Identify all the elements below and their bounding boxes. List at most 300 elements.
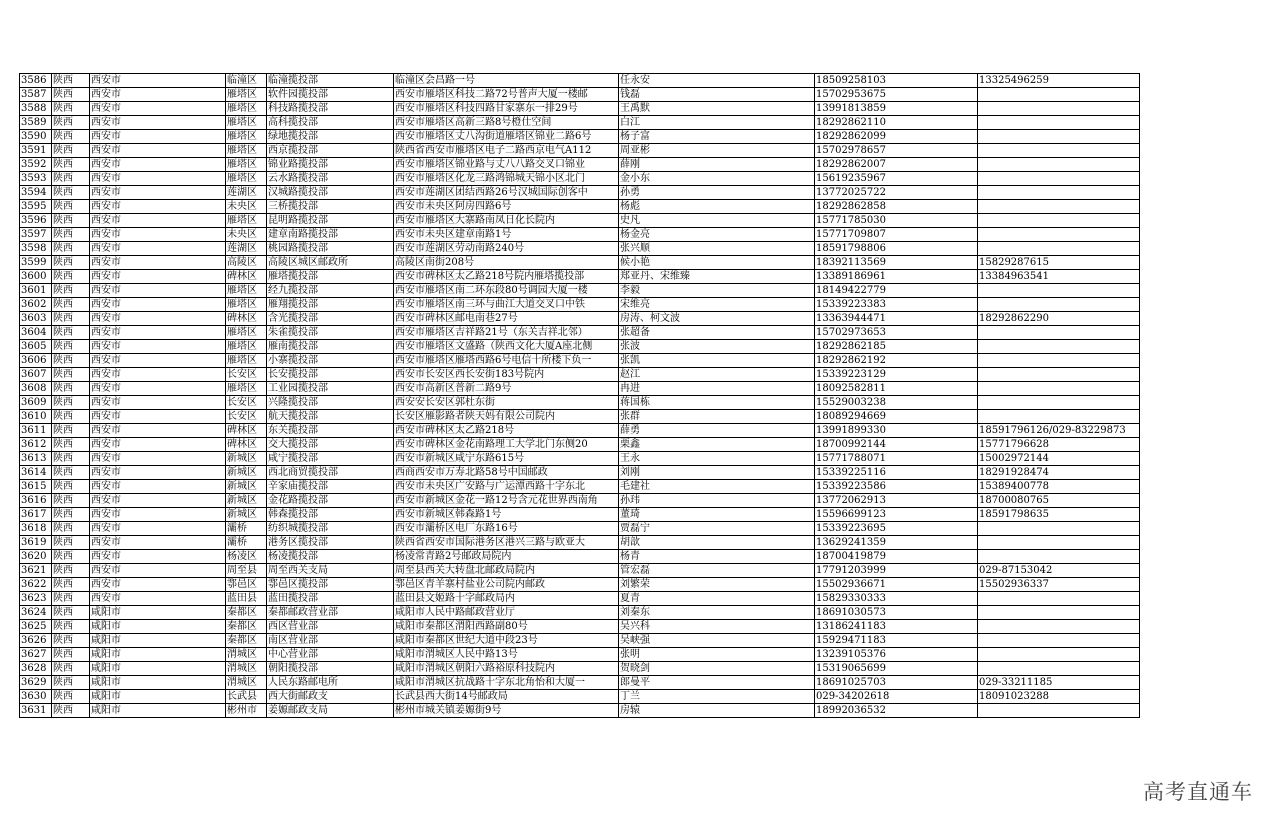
phone-cell: 18992036532 (815, 704, 978, 718)
office-name-cell: 港务区揽投部 (267, 536, 394, 550)
district-cell: 长安区 (226, 368, 267, 382)
address-cell: 西安市雁塔区化龙三路鸿锦城天锦小区北门 (394, 172, 619, 186)
row-number-cell: 3593 (20, 172, 52, 186)
address-cell: 西安市高新区普新二路9号 (394, 382, 619, 396)
phone-cell: 13991813859 (815, 102, 978, 116)
phone-cell: 15829330333 (815, 592, 978, 606)
address-cell: 长安区雁影路者陕天妈有限公司院内 (394, 410, 619, 424)
alt-phone-cell: 18292862290 (978, 312, 1140, 326)
province-cell: 陕西 (52, 424, 90, 438)
province-cell: 陕西 (52, 228, 90, 242)
address-cell: 西安市莲湖区劳动南路240号 (394, 242, 619, 256)
alt-phone-cell: 15389400778 (978, 480, 1140, 494)
office-name-cell: 汉城路揽投部 (267, 186, 394, 200)
contact-name-cell: 郑亚丹、宋维臻 (619, 270, 815, 284)
phone-cell: 15771709807 (815, 228, 978, 242)
address-cell: 西安市雁塔区科技二路72号普声大厦一楼邮 (394, 88, 619, 102)
contact-name-cell: 宋维亮 (619, 298, 815, 312)
contact-name-cell: 张超备 (619, 326, 815, 340)
office-name-cell: 东关揽投部 (267, 424, 394, 438)
address-cell: 西安市碑林区邮电南巷27号 (394, 312, 619, 326)
contact-name-cell: 王永 (619, 452, 815, 466)
address-cell: 西安市未央区建章南路1号 (394, 228, 619, 242)
address-cell: 咸阳市秦都区渭阳西路副80号 (394, 620, 619, 634)
table-row (20, 550, 1140, 564)
city-cell: 西安市 (90, 368, 226, 382)
phone-cell: 18292862110 (815, 116, 978, 130)
district-cell: 秦都区 (226, 606, 267, 620)
province-cell: 陕西 (52, 284, 90, 298)
contact-name-cell: 李毅 (619, 284, 815, 298)
alt-phone-cell: 13384963541 (978, 270, 1140, 284)
office-name-cell: 锦业路揽投部 (267, 158, 394, 172)
address-cell: 西安市未央区阿房四路6号 (394, 200, 619, 214)
office-name-cell: 昆明路揽投部 (267, 214, 394, 228)
province-cell: 陕西 (52, 214, 90, 228)
alt-phone-cell: 15002972144 (978, 452, 1140, 466)
row-number-cell: 3587 (20, 88, 52, 102)
phone-cell: 18149422779 (815, 284, 978, 298)
contact-name-cell: 薛勇 (619, 424, 815, 438)
address-cell: 西安市雁塔区大寨路南凤日化长院内 (394, 214, 619, 228)
alt-phone-cell (978, 536, 1140, 550)
province-cell: 陕西 (52, 200, 90, 214)
alt-phone-cell (978, 354, 1140, 368)
office-name-cell: 咸宁揽投部 (267, 452, 394, 466)
contact-name-cell: 金小东 (619, 172, 815, 186)
district-cell: 新城区 (226, 452, 267, 466)
contact-name-cell: 杨彪 (619, 200, 815, 214)
province-cell: 陕西 (52, 88, 90, 102)
row-number-cell: 3618 (20, 522, 52, 536)
district-cell: 雁塔区 (226, 172, 267, 186)
alt-phone-cell: 18700080765 (978, 494, 1140, 508)
district-cell: 新城区 (226, 466, 267, 480)
alt-phone-cell (978, 214, 1140, 228)
district-cell: 雁塔区 (226, 88, 267, 102)
contact-name-cell: 候小艳 (619, 256, 815, 270)
table-row (20, 270, 1140, 284)
row-number-cell: 3616 (20, 494, 52, 508)
district-cell: 未央区 (226, 200, 267, 214)
table-row (20, 354, 1140, 368)
address-cell: 咸阳市人民中路邮政营业厅 (394, 606, 619, 620)
office-name-cell: 西大街邮政支 (267, 690, 394, 704)
office-name-cell: 航天揽投部 (267, 410, 394, 424)
office-name-cell: 秦都邮政营业部 (267, 606, 394, 620)
office-name-cell: 金花路揽投部 (267, 494, 394, 508)
city-cell: 西安市 (90, 578, 226, 592)
alt-phone-cell (978, 144, 1140, 158)
phone-cell: 18392113569 (815, 256, 978, 270)
address-cell: 西安市雁塔区丈八沟街道雁塔区锦业二路6号 (394, 130, 619, 144)
alt-phone-cell (978, 116, 1140, 130)
phone-cell: 18691030573 (815, 606, 978, 620)
address-cell: 咸阳市渭城区抗战路十字东北角怡和大厦一 (394, 676, 619, 690)
district-cell: 碑林区 (226, 424, 267, 438)
row-number-cell: 3620 (20, 550, 52, 564)
address-cell: 西安市碑林区太乙路218号院内雁塔揽投部 (394, 270, 619, 284)
alt-phone-cell: 029-33211185 (978, 676, 1140, 690)
office-name-cell: 长安揽投部 (267, 368, 394, 382)
row-number-cell: 3617 (20, 508, 52, 522)
province-cell: 陕西 (52, 522, 90, 536)
alt-phone-cell (978, 704, 1140, 718)
contact-name-cell: 房涛、柯文波 (619, 312, 815, 326)
phone-cell: 13772025722 (815, 186, 978, 200)
table-row (20, 508, 1140, 522)
alt-phone-cell: 029-87153042 (978, 564, 1140, 578)
city-cell: 咸阳市 (90, 606, 226, 620)
phone-cell: 18089294669 (815, 410, 978, 424)
address-cell: 彬州市城关镇姜嫄街9号 (394, 704, 619, 718)
alt-phone-cell (978, 368, 1140, 382)
province-cell: 陕西 (52, 312, 90, 326)
office-name-cell: 高陵区城区邮政所 (267, 256, 394, 270)
office-name-cell: 西京揽投部 (267, 144, 394, 158)
table-row (20, 662, 1140, 676)
office-name-cell: 蓝田揽投部 (267, 592, 394, 606)
district-cell: 临潼区 (226, 74, 267, 88)
address-cell: 西安市新城区韩森路1号 (394, 508, 619, 522)
contact-name-cell: 杨子富 (619, 130, 815, 144)
table-row (20, 214, 1140, 228)
alt-phone-cell: 18291928474 (978, 466, 1140, 480)
district-cell: 高陵区 (226, 256, 267, 270)
contact-name-cell: 栗鑫 (619, 438, 815, 452)
office-name-cell: 经九揽投部 (267, 284, 394, 298)
table-row (20, 564, 1140, 578)
district-cell: 雁塔区 (226, 214, 267, 228)
address-cell: 杨凌常青路2号邮政局院内 (394, 550, 619, 564)
table-row (20, 130, 1140, 144)
alt-phone-cell (978, 340, 1140, 354)
phone-cell: 18292862099 (815, 130, 978, 144)
table-row (20, 592, 1140, 606)
row-number-cell: 3601 (20, 284, 52, 298)
table-row (20, 578, 1140, 592)
table-row (20, 116, 1140, 130)
city-cell: 咸阳市 (90, 704, 226, 718)
alt-phone-cell (978, 298, 1140, 312)
alt-phone-cell (978, 396, 1140, 410)
table-row (20, 102, 1140, 116)
province-cell: 陕西 (52, 186, 90, 200)
office-name-cell: 南区营业部 (267, 634, 394, 648)
office-name-cell: 交大揽投部 (267, 438, 394, 452)
row-number-cell: 3609 (20, 396, 52, 410)
province-cell: 陕西 (52, 550, 90, 564)
city-cell: 西安市 (90, 270, 226, 284)
alt-phone-cell: 13325496259 (978, 74, 1140, 88)
contact-name-cell: 冉进 (619, 382, 815, 396)
contact-name-cell: 吴兴科 (619, 620, 815, 634)
province-cell: 陕西 (52, 620, 90, 634)
row-number-cell: 3600 (20, 270, 52, 284)
row-number-cell: 3588 (20, 102, 52, 116)
table-row (20, 634, 1140, 648)
address-cell: 西安市新城区金花一路12号含元花世界西南角 (394, 494, 619, 508)
province-cell: 陕西 (52, 130, 90, 144)
office-name-cell: 鄠邑区揽投部 (267, 578, 394, 592)
row-number-cell: 3628 (20, 662, 52, 676)
office-name-cell: 周至西关支局 (267, 564, 394, 578)
contact-name-cell: 史凡 (619, 214, 815, 228)
phone-cell: 15771785030 (815, 214, 978, 228)
district-cell: 长武县 (226, 690, 267, 704)
city-cell: 咸阳市 (90, 620, 226, 634)
office-name-cell: 桃园路揽投部 (267, 242, 394, 256)
phone-cell: 15702953675 (815, 88, 978, 102)
contact-name-cell: 贺晓剑 (619, 662, 815, 676)
district-cell: 渭城区 (226, 662, 267, 676)
city-cell: 西安市 (90, 88, 226, 102)
office-name-cell: 姜嫄邮政支局 (267, 704, 394, 718)
district-cell: 渭城区 (226, 676, 267, 690)
alt-phone-cell (978, 592, 1140, 606)
row-number-cell: 3610 (20, 410, 52, 424)
phone-cell: 18591798806 (815, 242, 978, 256)
city-cell: 西安市 (90, 242, 226, 256)
office-name-cell: 雁翔揽投部 (267, 298, 394, 312)
row-number-cell: 3597 (20, 228, 52, 242)
table-row (20, 186, 1140, 200)
contact-name-cell: 张明 (619, 648, 815, 662)
row-number-cell: 3596 (20, 214, 52, 228)
contact-name-cell: 胡歆 (619, 536, 815, 550)
province-cell: 陕西 (52, 690, 90, 704)
phone-cell: 18292862185 (815, 340, 978, 354)
district-cell: 莲湖区 (226, 242, 267, 256)
city-cell: 西安市 (90, 74, 226, 88)
table-row (20, 88, 1140, 102)
row-number-cell: 3594 (20, 186, 52, 200)
alt-phone-cell (978, 662, 1140, 676)
office-name-cell: 雁南揽投部 (267, 340, 394, 354)
district-cell: 雁塔区 (226, 326, 267, 340)
province-cell: 陕西 (52, 648, 90, 662)
address-cell: 西安市碑林区太乙路218号 (394, 424, 619, 438)
table-row (20, 74, 1140, 88)
phone-cell: 13186241183 (815, 620, 978, 634)
row-number-cell: 3625 (20, 620, 52, 634)
table-row (20, 438, 1140, 452)
phone-cell: 15771788071 (815, 452, 978, 466)
contact-name-cell: 赵江 (619, 368, 815, 382)
province-cell: 陕西 (52, 536, 90, 550)
city-cell: 西安市 (90, 564, 226, 578)
office-name-cell: 建章南路揽投部 (267, 228, 394, 242)
district-cell: 长安区 (226, 410, 267, 424)
table-row (20, 242, 1140, 256)
table-row (20, 704, 1140, 718)
table-row (20, 368, 1140, 382)
province-cell: 陕西 (52, 74, 90, 88)
city-cell: 西安市 (90, 130, 226, 144)
district-cell: 雁塔区 (226, 102, 267, 116)
address-cell: 陕西省西安市雁塔区电子二路西京电气A112 (394, 144, 619, 158)
row-number-cell: 3622 (20, 578, 52, 592)
office-name-cell: 雁塔揽投部 (267, 270, 394, 284)
office-name-cell: 人民东路邮电所 (267, 676, 394, 690)
office-name-cell: 工业园揽投部 (267, 382, 394, 396)
phone-cell: 18691025703 (815, 676, 978, 690)
address-cell: 咸阳市秦都区世纪大道中段23号 (394, 634, 619, 648)
row-number-cell: 3598 (20, 242, 52, 256)
phone-cell: 18292862007 (815, 158, 978, 172)
row-number-cell: 3611 (20, 424, 52, 438)
city-cell: 西安市 (90, 494, 226, 508)
office-name-cell: 科技路揽投部 (267, 102, 394, 116)
row-number-cell: 3619 (20, 536, 52, 550)
row-number-cell: 3631 (20, 704, 52, 718)
city-cell: 西安市 (90, 480, 226, 494)
table-row (20, 536, 1140, 550)
row-number-cell: 3590 (20, 130, 52, 144)
phone-cell: 15339223383 (815, 298, 978, 312)
table-row (20, 200, 1140, 214)
city-cell: 西安市 (90, 396, 226, 410)
office-name-cell: 含光揽投部 (267, 312, 394, 326)
address-cell: 西商西安市万寿北路58号中国邮政 (394, 466, 619, 480)
phone-cell: 15339223695 (815, 522, 978, 536)
table-row (20, 494, 1140, 508)
row-number-cell: 3599 (20, 256, 52, 270)
alt-phone-cell (978, 606, 1140, 620)
district-cell: 雁塔区 (226, 284, 267, 298)
contact-name-cell: 吴峡强 (619, 634, 815, 648)
address-cell: 西安市雁塔区高新三路8号橙仕空间 (394, 116, 619, 130)
city-cell: 西安市 (90, 144, 226, 158)
contact-name-cell: 白江 (619, 116, 815, 130)
office-name-cell: 西北商贸揽投部 (267, 466, 394, 480)
table-row (20, 466, 1140, 480)
table-row (20, 144, 1140, 158)
phone-cell: 18292862858 (815, 200, 978, 214)
province-cell: 陕西 (52, 494, 90, 508)
table-row (20, 522, 1140, 536)
alt-phone-cell (978, 88, 1140, 102)
city-cell: 西安市 (90, 452, 226, 466)
province-cell: 陕西 (52, 256, 90, 270)
province-cell: 陕西 (52, 102, 90, 116)
alt-phone-cell (978, 284, 1140, 298)
province-cell: 陕西 (52, 382, 90, 396)
province-cell: 陕西 (52, 466, 90, 480)
city-cell: 西安市 (90, 158, 226, 172)
office-name-cell: 临潼揽投部 (267, 74, 394, 88)
contact-name-cell: 孙玮 (619, 494, 815, 508)
city-cell: 西安市 (90, 102, 226, 116)
table-row (20, 690, 1140, 704)
province-cell: 陕西 (52, 298, 90, 312)
office-name-cell: 软件园揽投部 (267, 88, 394, 102)
city-cell: 咸阳市 (90, 690, 226, 704)
district-cell: 雁塔区 (226, 130, 267, 144)
phone-cell: 18700992144 (815, 438, 978, 452)
row-number-cell: 3629 (20, 676, 52, 690)
province-cell: 陕西 (52, 368, 90, 382)
phone-cell: 17791203999 (815, 564, 978, 578)
alt-phone-cell (978, 326, 1140, 340)
address-cell: 西安市雁塔区雁塔西路6号电信十所楼下负一 (394, 354, 619, 368)
district-cell: 碑林区 (226, 312, 267, 326)
city-cell: 西安市 (90, 354, 226, 368)
city-cell: 西安市 (90, 382, 226, 396)
phone-cell: 15529003238 (815, 396, 978, 410)
alt-phone-cell: 18591796126/029-83229873 (978, 424, 1140, 438)
province-cell: 陕西 (52, 116, 90, 130)
address-cell: 西安市雁塔区吉祥路21号（东关吉祥北邻） (394, 326, 619, 340)
contact-name-cell: 周亚彬 (619, 144, 815, 158)
address-cell: 咸阳市渭城区人民中路13号 (394, 648, 619, 662)
city-cell: 咸阳市 (90, 648, 226, 662)
table-row (20, 452, 1140, 466)
district-cell: 雁塔区 (226, 144, 267, 158)
address-cell: 西安安长安区郭杜东街 (394, 396, 619, 410)
phone-cell: 13629241359 (815, 536, 978, 550)
district-cell: 碑林区 (226, 438, 267, 452)
row-number-cell: 3605 (20, 340, 52, 354)
table-row (20, 284, 1140, 298)
office-name-cell: 西区营业部 (267, 620, 394, 634)
province-cell: 陕西 (52, 242, 90, 256)
province-cell: 陕西 (52, 662, 90, 676)
office-name-cell: 韩森揽投部 (267, 508, 394, 522)
province-cell: 陕西 (52, 452, 90, 466)
address-cell: 西安市雁塔区文盛路（陕西文化大厦A座北侧 (394, 340, 619, 354)
contact-name-cell: 丁兰 (619, 690, 815, 704)
alt-phone-cell (978, 522, 1140, 536)
row-number-cell: 3608 (20, 382, 52, 396)
city-cell: 西安市 (90, 466, 226, 480)
row-number-cell: 3627 (20, 648, 52, 662)
city-cell: 西安市 (90, 256, 226, 270)
phone-cell: 13363944471 (815, 312, 978, 326)
province-cell: 陕西 (52, 326, 90, 340)
city-cell: 西安市 (90, 550, 226, 564)
row-number-cell: 3592 (20, 158, 52, 172)
province-cell: 陕西 (52, 508, 90, 522)
contact-name-cell: 贾磊宁 (619, 522, 815, 536)
alt-phone-cell (978, 200, 1140, 214)
row-number-cell: 3623 (20, 592, 52, 606)
address-cell: 西安市未央区广安路与广运潭西路十字东北 (394, 480, 619, 494)
phone-cell: 029-34202618 (815, 690, 978, 704)
city-cell: 西安市 (90, 172, 226, 186)
table-row (20, 606, 1140, 620)
province-cell: 陕西 (52, 634, 90, 648)
city-cell: 西安市 (90, 312, 226, 326)
alt-phone-cell (978, 228, 1140, 242)
district-cell: 秦都区 (226, 620, 267, 634)
contact-name-cell: 任永安 (619, 74, 815, 88)
address-cell: 西安市新城区咸宁东路615号 (394, 452, 619, 466)
table-body (20, 74, 1140, 718)
office-name-cell: 辛家庙揽投部 (267, 480, 394, 494)
province-cell: 陕西 (52, 704, 90, 718)
table-row (20, 676, 1140, 690)
district-cell: 新城区 (226, 494, 267, 508)
phone-cell: 18700419879 (815, 550, 978, 564)
city-cell: 西安市 (90, 200, 226, 214)
row-number-cell: 3606 (20, 354, 52, 368)
table-row (20, 396, 1140, 410)
alt-phone-cell (978, 186, 1140, 200)
alt-phone-cell (978, 550, 1140, 564)
contact-name-cell: 张波 (619, 340, 815, 354)
province-cell: 陕西 (52, 354, 90, 368)
